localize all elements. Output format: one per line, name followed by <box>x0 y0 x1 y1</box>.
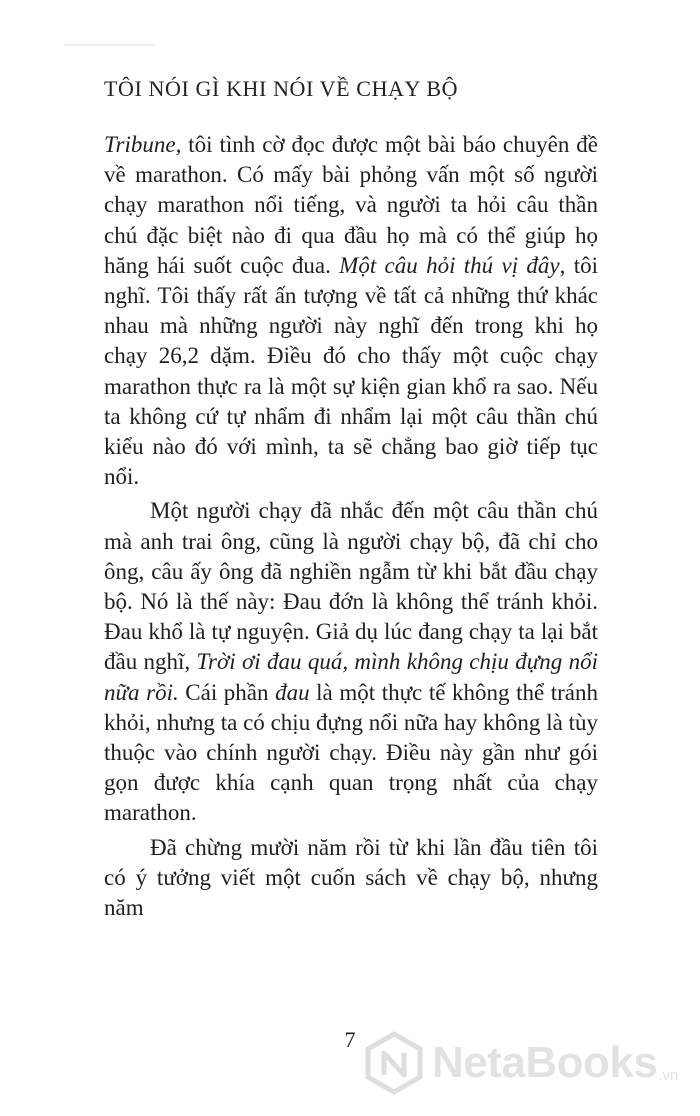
paragraph-segment: tôi tình cờ đọc được một bài báo chuyên đề về marathon. Có mấy bài phỏng vấn một số người chạy marathon nổi tiếng, và người ta hỏi câu thần chú đặc biệt nào đi qua đầu họ mà có thể giúp họ hăng hái suốt cuộc đua. <box>104 132 598 278</box>
paragraph-segment: Một người chạy đã nhắc đến một câu thần chú mà anh trai ông, cũng là người chạy bộ, đã chỉ cho ông, câu ấy ông đã nghiền ngẫm từ khi bắt đầu chạy bộ. Nó là thế này: Đau đớn là không thể tránh khỏi. Đau khổ là tự nguyện. Giả dụ lúc đang chạy ta lại bắt đầu nghĩ, <box>104 498 598 675</box>
paragraph-segment: , tôi nghĩ. Tôi thấy rất ấn tượng về tất cả những thứ khác nhau mà những người này nghĩ đến trong khi họ chạy 26,2 dặm. Điều đó cho thấy một cuộc chạy marathon thực ra là một sự kiện gian khổ ra sao. Nếu ta không cứ tự nhẩm đi nhẩm lại một câu thần chú kiểu nào đó với mình, ta sẽ chẳng bao giờ tiếp tục nổi. <box>104 252 598 490</box>
body-text <box>104 130 598 923</box>
paragraph-segment: Một câu hỏi thú vị đây <box>339 252 560 278</box>
netabooks-logo-icon <box>362 1031 426 1095</box>
scan-edge-mark <box>64 44 154 46</box>
paragraph-2 <box>104 496 598 828</box>
watermark-brand: NetaBooks <box>432 1038 658 1087</box>
page-number: 7 <box>344 1027 356 1052</box>
watermark <box>362 1022 678 1104</box>
watermark-tld: .vn <box>658 1067 679 1084</box>
paragraph-segment: đau <box>275 679 310 705</box>
running-title: TÔI NÓI GÌ KHI NÓI VỀ CHẠY BỘ <box>104 76 459 101</box>
paragraph-segment: là một thực tế không thể tránh khỏi, nhưng ta có chịu đựng nổi nữa hay không là tùy thuộc vào chính người chạy. Điều này gần như gói gọn được khía cạnh quan trọng nhất của chạy marathon. <box>104 679 598 826</box>
paragraph-segment: Đã chừng mười năm rồi từ khi lần đầu tiên tôi có ý tưởng viết một cuốn sách về chạy bộ, nhưng năm <box>104 834 598 921</box>
paragraph-segment: Cái phần <box>178 679 276 705</box>
paragraph-1 <box>104 130 598 492</box>
paragraph-3 <box>104 833 598 924</box>
paragraph-segment: Trời ơi đau quá, mình không chịu đựng nổi nữa rồi. <box>104 649 599 705</box>
paragraph-segment: Tribune, <box>104 132 182 157</box>
